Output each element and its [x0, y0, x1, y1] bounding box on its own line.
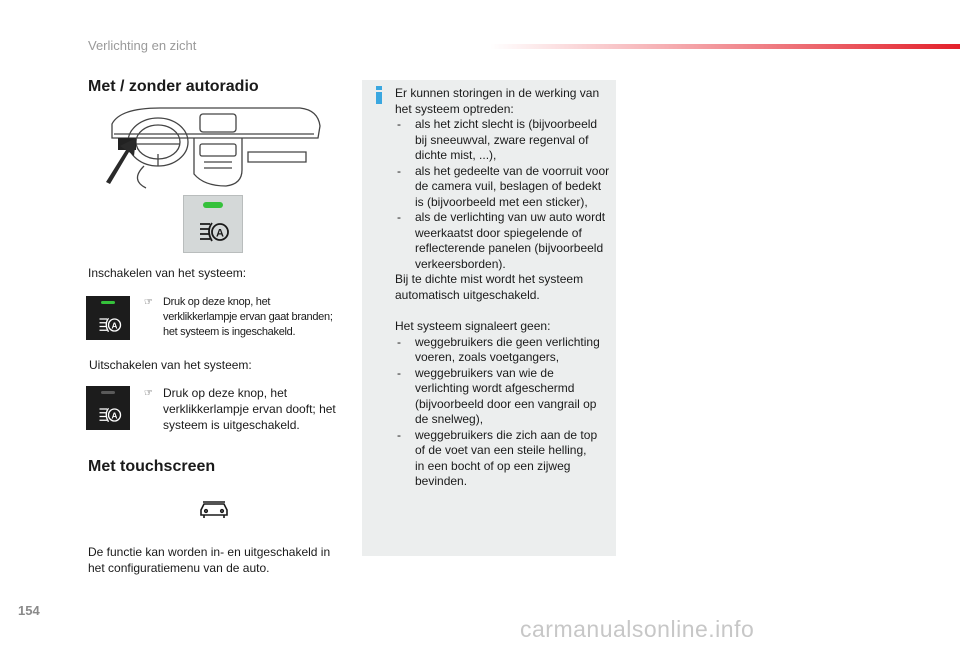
indicator-lamp-off: [101, 391, 115, 394]
info-icon: [372, 86, 386, 104]
info-intro: [395, 86, 611, 117]
info-panel-text: [395, 86, 611, 490]
indicator-lamp-on: [203, 202, 223, 208]
bullet-mark: ☞: [144, 388, 153, 399]
list-item: - als de verlichting van uw auto wordt weerkaatst door spiegelende of reflecterende panelen (bijvoorbeeld verkeersborden).: [395, 210, 611, 272]
bullet-mark: ☞: [144, 297, 153, 308]
text-line: systeem is uitgeschakeld.: [163, 418, 300, 432]
list-item: - als het zicht slecht is (bijvoorbeeld bij sneeuwval, zware regenval of dichte mist, ...),: [395, 117, 611, 164]
svg-text:A: A: [111, 321, 118, 331]
watermark: carmanualsonline.info: [520, 616, 755, 642]
text-line: het configuratiemenu van de auto.: [88, 561, 270, 575]
info-signal-heading: Het systeem signaleert geen:: [395, 319, 551, 333]
touchscreen-text: [88, 544, 348, 576]
switch-off-text: [163, 385, 353, 433]
switch-on-text: [163, 295, 353, 340]
switch-off-heading: Uitschakelen van het systeem:: [89, 358, 252, 372]
pointer-arrow-icon: [102, 134, 138, 184]
list-item: - als het gedeelte van de voorruit voor de camera vuil, beslagen of bedekt is (bijvoorbeeld met een sticker),: [395, 164, 611, 211]
svg-text:A: A: [216, 227, 224, 240]
text-line: De functie kan worden in- en uitgeschakeld in: [88, 545, 331, 559]
text-line: het systeem is ingeschakeld.: [163, 326, 296, 338]
list-item: - weggebruikers die geen verlichting voeren, zoals voetgangers,: [395, 335, 611, 366]
section-title-touchscreen: Met touchscreen: [88, 458, 216, 475]
running-header: Verlichting en zicht: [88, 38, 197, 53]
header-accent-bar: [490, 44, 960, 49]
auto-beam-icon-small: [97, 316, 123, 334]
svg-text:A: A: [111, 411, 118, 421]
list-item: - weggebruikers van wie de verlichting wordt afgeschermd (bijvoorbeeld door een vangrail op de snelweg),: [395, 366, 611, 428]
text-line: verklikkerlampje ervan gaat branden;: [163, 311, 333, 323]
car-icon: [198, 496, 230, 520]
page-number: 154: [18, 603, 40, 618]
info-list-disturbances: [395, 117, 611, 272]
text-line: Druk op deze knop, het: [163, 296, 271, 308]
info-fog-note: Bij te dichte mist wordt het systeem automatisch uitgeschakeld.: [395, 272, 584, 302]
text-line: verklikkerlampje ervan dooft; het: [163, 402, 336, 416]
switch-on-heading: Inschakelen van het systeem:: [88, 266, 247, 280]
text-line: Er kunnen storingen in de werking van: [395, 86, 600, 100]
auto-beam-icon: [198, 220, 230, 244]
info-list-not-signaled: [395, 335, 611, 490]
section-title-autoradio: Met / zonder autoradio: [88, 78, 259, 95]
text-line: Druk op deze knop, het: [163, 386, 288, 400]
indicator-lamp-on-small: [101, 301, 115, 304]
list-item: - weggebruikers die zich aan de top of de voet van een steile helling, in een bocht of op een zijweg bevinden.: [395, 428, 611, 490]
text-line: het systeem optreden:: [395, 101, 514, 116]
auto-beam-icon-small: [97, 406, 123, 424]
